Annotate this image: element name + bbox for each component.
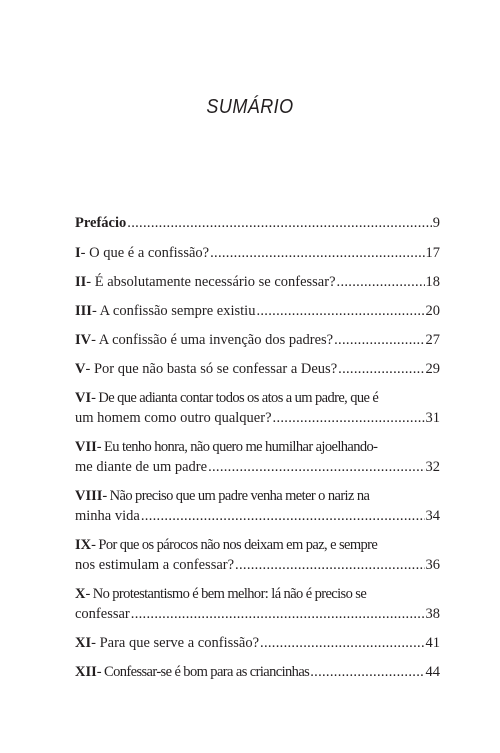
toc-entry-line <box>75 506 440 526</box>
toc-entry-7 <box>75 437 440 477</box>
toc-entry-10 <box>75 584 440 624</box>
toc-entry-title-line1: - Eu tenho honra, não quero me humilhar ajoelhando- <box>96 439 378 455</box>
toc-chapter-numeral: I <box>75 245 81 261</box>
toc-entry-title: - A confissão é uma invenção dos padres? <box>91 332 334 348</box>
toc-entry-1 <box>75 243 440 263</box>
toc-chapter-numeral: IX <box>75 537 92 553</box>
toc-entry-title-line2: confessar <box>75 606 130 622</box>
dot-leader <box>210 243 424 263</box>
toc-page-number: 17 <box>425 245 440 261</box>
dot-leader <box>235 555 424 575</box>
toc-entry-6 <box>75 388 440 428</box>
toc-page-number: 9 <box>432 215 440 231</box>
toc-entry-4 <box>75 330 440 350</box>
toc-page-number: 44 <box>425 664 440 680</box>
toc-page-number: 18 <box>425 274 440 290</box>
toc-entry-12 <box>75 662 440 682</box>
dot-leader <box>131 604 425 624</box>
toc-entry-line <box>75 301 440 321</box>
toc-chapter-numeral: II <box>75 274 87 290</box>
toc-page-number: 27 <box>425 332 440 348</box>
dot-leader <box>127 213 431 233</box>
toc-entry-title: Prefácio <box>75 215 127 231</box>
toc-entry-first-line <box>75 535 440 555</box>
toc-entry-2 <box>75 272 440 292</box>
toc-chapter-numeral: VI <box>75 390 92 406</box>
toc-entry-11 <box>75 633 440 653</box>
toc-page-number: 29 <box>425 361 440 377</box>
toc-entry-line <box>75 604 440 624</box>
toc-entry-title: - O que é a confissão? <box>80 245 210 261</box>
toc-page-number: 32 <box>425 459 440 475</box>
toc-entry-first-line <box>75 388 440 408</box>
toc-page-number: 41 <box>425 635 440 651</box>
toc-entry-8 <box>75 486 440 526</box>
toc-chapter-numeral: III <box>75 303 92 319</box>
dot-leader <box>141 506 425 526</box>
toc-entry-title-line2: um homem como outro qualquer? <box>75 410 272 426</box>
toc-entry-title: - Por que não basta só se confessar a Deus? <box>85 361 338 377</box>
table-of-contents <box>75 213 440 691</box>
dot-leader <box>337 272 425 292</box>
toc-page-number: 34 <box>425 508 440 524</box>
dot-leader <box>260 633 424 653</box>
dot-leader <box>256 301 424 321</box>
toc-page-number: 36 <box>425 557 440 573</box>
toc-entry-title-line1: - De que adianta contar todos os atos a um padre, que é <box>91 390 379 406</box>
dot-leader <box>208 457 424 477</box>
toc-entry-title-line1: - Por que os párocos não nos deixam em paz, e sempre <box>91 537 378 553</box>
toc-entry-title: - É absolutamente necessário se confessar? <box>86 274 336 290</box>
toc-chapter-numeral: XII <box>75 664 97 680</box>
toc-entry-title-line1: - No protestantismo é bem melhor: lá não é preciso se <box>85 586 367 602</box>
toc-entry-title: - Para que serve a confissão? <box>91 635 260 651</box>
toc-entry-line <box>75 408 440 428</box>
toc-entry-first-line <box>75 584 440 604</box>
toc-entry-line <box>75 330 440 350</box>
toc-entry-title: - Confessar-se é bom para as criancinhas <box>96 664 310 680</box>
toc-chapter-numeral: V <box>75 361 86 377</box>
dot-leader <box>338 359 424 379</box>
page-title: SUMÁRIO <box>206 96 294 118</box>
toc-page-number: 20 <box>425 303 440 319</box>
toc-chapter-numeral: VII <box>75 439 97 455</box>
toc-chapter-numeral: X <box>75 586 86 602</box>
toc-entry-prefacio <box>75 213 440 233</box>
toc-page-number: 38 <box>425 606 440 622</box>
toc-entry-title-line1: - Não preciso que um padre venha meter o nariz na <box>102 488 370 504</box>
toc-entry-first-line <box>75 486 440 506</box>
toc-entry-line <box>75 555 440 575</box>
dot-leader <box>334 330 424 350</box>
toc-page-number: 31 <box>425 410 440 426</box>
toc-chapter-numeral: VIII <box>75 488 103 504</box>
toc-chapter-numeral: XI <box>75 635 92 651</box>
toc-entry-line <box>75 243 440 263</box>
toc-entry-title-line2: nos estimulam a confessar? <box>75 557 235 573</box>
toc-entry-3 <box>75 301 440 321</box>
toc-entry-title-line2: minha vida <box>75 508 140 524</box>
toc-entry-5 <box>75 359 440 379</box>
toc-entry-line <box>75 359 440 379</box>
toc-entry-9 <box>75 535 440 575</box>
toc-entry-title: - A confissão sempre existiu <box>91 303 256 319</box>
toc-entry-line <box>75 457 440 477</box>
toc-entry-first-line <box>75 437 440 457</box>
toc-entry-line <box>75 633 440 653</box>
toc-entry-line <box>75 272 440 292</box>
toc-entry-line <box>75 213 440 233</box>
toc-entry-line <box>75 662 440 682</box>
dot-leader <box>273 408 425 428</box>
toc-chapter-numeral: IV <box>75 332 92 348</box>
dot-leader <box>310 662 424 682</box>
toc-entry-title-line2: me diante de um padre <box>75 459 208 475</box>
